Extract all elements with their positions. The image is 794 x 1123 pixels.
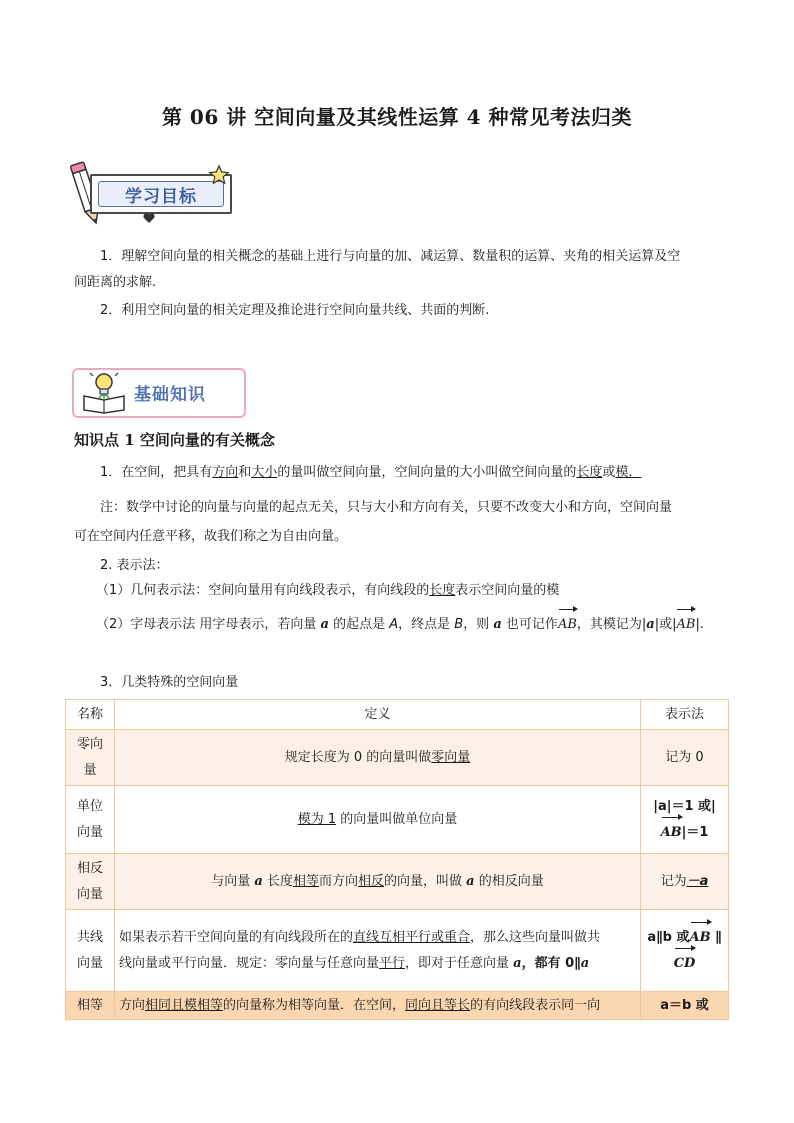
vector-ab: AB <box>676 612 695 638</box>
cell-name <box>66 910 115 992</box>
kp1-special-vectors-heading: 3．几类特殊的空间向量 <box>100 675 239 690</box>
goal-line-3: 2．利用空间向量的相关定理及推论进行空间向量共线、共面的判断. <box>100 303 490 318</box>
table-row-equal-vector <box>66 992 729 1020</box>
text: 的向量，叫做 <box>384 873 467 889</box>
text: 1．在空间，把具有 <box>100 465 213 480</box>
basic-knowledge-label: 基础知识 <box>134 385 206 405</box>
text: ，其模记为| <box>576 617 647 632</box>
text: 向量 <box>76 955 103 971</box>
lightbulb-book-icon <box>80 370 128 414</box>
kp1-geometric-representation <box>96 578 559 604</box>
cell-notation <box>641 910 729 992</box>
header-definition: 定义 <box>115 700 641 730</box>
special-vectors-table <box>65 699 729 1020</box>
text: ∥ <box>710 929 722 945</box>
text: 与向量 <box>211 873 255 889</box>
term-modulus-one: 模为 1 <box>297 811 337 827</box>
vector-ab: AB <box>558 612 577 638</box>
learning-goals-label: 学习目标 <box>98 181 224 207</box>
cell-name <box>66 854 115 910</box>
text: ，都有 0∥ <box>521 955 581 971</box>
table-row-opposite-vector <box>66 854 729 910</box>
vector-a: a <box>513 955 522 971</box>
text: 如果表示若干空间向量的有向线段所在的 <box>119 929 354 945</box>
text: 表示空间向量的模 <box>455 583 560 598</box>
term-line: 直线 <box>353 929 380 945</box>
text: 或 <box>602 465 616 480</box>
text: ，则 <box>463 617 494 632</box>
kp1-definition <box>100 460 641 486</box>
text: 的向量称为相等向量．在空间， <box>223 997 406 1013</box>
text: 向量 <box>76 824 103 840</box>
text: 和 <box>238 465 252 480</box>
header-notation: 表示法 <box>641 700 729 730</box>
cell-definition <box>115 786 641 854</box>
cell-notation <box>641 854 729 910</box>
text: 单位 <box>76 798 103 814</box>
knowledge-point-1-title: 知识点 1 空间向量的有关概念 <box>74 431 275 449</box>
term-length: 长度 <box>576 465 603 480</box>
vector-cd: CD <box>674 951 696 977</box>
text: 量 <box>83 762 97 778</box>
term-modulus: 模． <box>615 465 642 480</box>
table-header-row <box>66 700 729 730</box>
term-same-direction-equal-length: 同向且等长 <box>405 997 471 1013</box>
cell-definition <box>115 992 641 1020</box>
vector-ab: AB <box>690 925 711 951</box>
text: 的相反向量 <box>474 873 544 889</box>
cell-name <box>66 730 115 786</box>
text: ，终点是 <box>398 617 455 632</box>
table-row-unit-vector <box>66 786 729 854</box>
header-name: 名称 <box>66 700 115 730</box>
term-direction: 方向 <box>212 465 239 480</box>
goal-line-1: 1．理解空间向量的相关概念的基础上进行与向量的加、减运算、数量积的运算、夹角的相关运算及空 <box>100 249 681 264</box>
goal-line-2: 间距离的求解. <box>74 275 157 290</box>
cell-notation: a＝b 或 <box>641 992 729 1020</box>
text: a∥b 或 <box>647 929 690 945</box>
vector-a: a <box>580 955 590 971</box>
term-zero-vector: 零向量 <box>431 749 471 765</box>
text: 而方向 <box>318 873 358 889</box>
text: 长度 <box>262 873 293 889</box>
vector-a: a <box>493 617 502 632</box>
cell-definition <box>115 730 641 786</box>
point-b: B <box>454 617 464 632</box>
kp1-letter-representation <box>96 612 704 638</box>
text: 方向 <box>119 997 146 1013</box>
term-length: 长度 <box>429 583 456 598</box>
text: 也可记作 <box>501 617 558 632</box>
text: |. <box>695 617 704 632</box>
cell-name <box>66 786 115 854</box>
term-negative-a: －a <box>686 873 709 889</box>
text: 的有向线段表示同一向 <box>470 997 601 1013</box>
cell-notation: 记为 0 <box>641 730 729 786</box>
text: （1）几何表示法：空间向量用有向线段表示，有向线段的 <box>96 583 430 598</box>
term-parallel: 平行 <box>379 955 406 971</box>
page-title: 第 06 讲 空间向量及其线性运算 4 种常见考法归类 <box>161 105 633 129</box>
point-a: A <box>389 617 399 632</box>
term-opposite: 相反 <box>358 873 385 889</box>
text: 相反 <box>76 860 103 876</box>
table-row-zero-vector <box>66 730 729 786</box>
cell-notation <box>641 786 729 854</box>
text: |＝1 <box>681 824 709 840</box>
star-icon <box>208 164 230 186</box>
text: |a|＝1 或| <box>653 798 716 814</box>
term-same-equal-modulus: 相同且模相等 <box>145 997 224 1013</box>
text: 规定长度为 0 的向量叫做 <box>284 749 432 765</box>
text: ，那么这些向量叫做共 <box>470 929 601 945</box>
text: 零向 <box>76 736 103 752</box>
text: （2）字母表示法 用字母表示，若向量 <box>96 617 321 632</box>
vector-a: a <box>466 873 475 889</box>
cell-definition <box>115 910 641 992</box>
table-row-collinear-vector <box>66 910 729 992</box>
learning-goals-badge <box>68 158 234 230</box>
text: 记为 <box>660 873 687 889</box>
text: 共线 <box>76 929 103 945</box>
term-size: 大小 <box>251 465 278 480</box>
text: 线向量或平行向量．规定：零向量与任意向量 <box>119 955 380 971</box>
heart-icon <box>143 212 155 224</box>
text: 的量叫做空间向量，空间向量的大小叫做空间向量的 <box>277 465 577 480</box>
cell-definition <box>115 854 641 910</box>
kp1-representation-heading: 2. 表示法： <box>100 558 169 573</box>
text: |或| <box>654 617 677 632</box>
basic-knowledge-badge <box>72 368 244 416</box>
vector-a: a <box>254 873 263 889</box>
vector-a: a <box>320 617 329 632</box>
text: 的向量叫做单位向量 <box>336 811 458 827</box>
vector-ab: AB <box>661 820 682 846</box>
cell-name: 相等 <box>66 992 115 1020</box>
term-equal: 相等 <box>292 873 319 889</box>
vector-a: a <box>646 617 655 632</box>
text: ，即对于任意向量 <box>405 955 514 971</box>
kp1-note-line-1: 注：数学中讨论的向量与向量的起点无关，只与大小和方向有关，只要不改变大小和方向，空间向量 <box>100 500 673 515</box>
term-parallel-or-coincide: 互相平行或重合 <box>379 929 471 945</box>
kp1-note-line-2: 可在空间内任意平移，故我们称之为自由向量。 <box>74 529 348 544</box>
text: 向量 <box>76 886 103 902</box>
text: 的起点是 <box>328 617 390 632</box>
